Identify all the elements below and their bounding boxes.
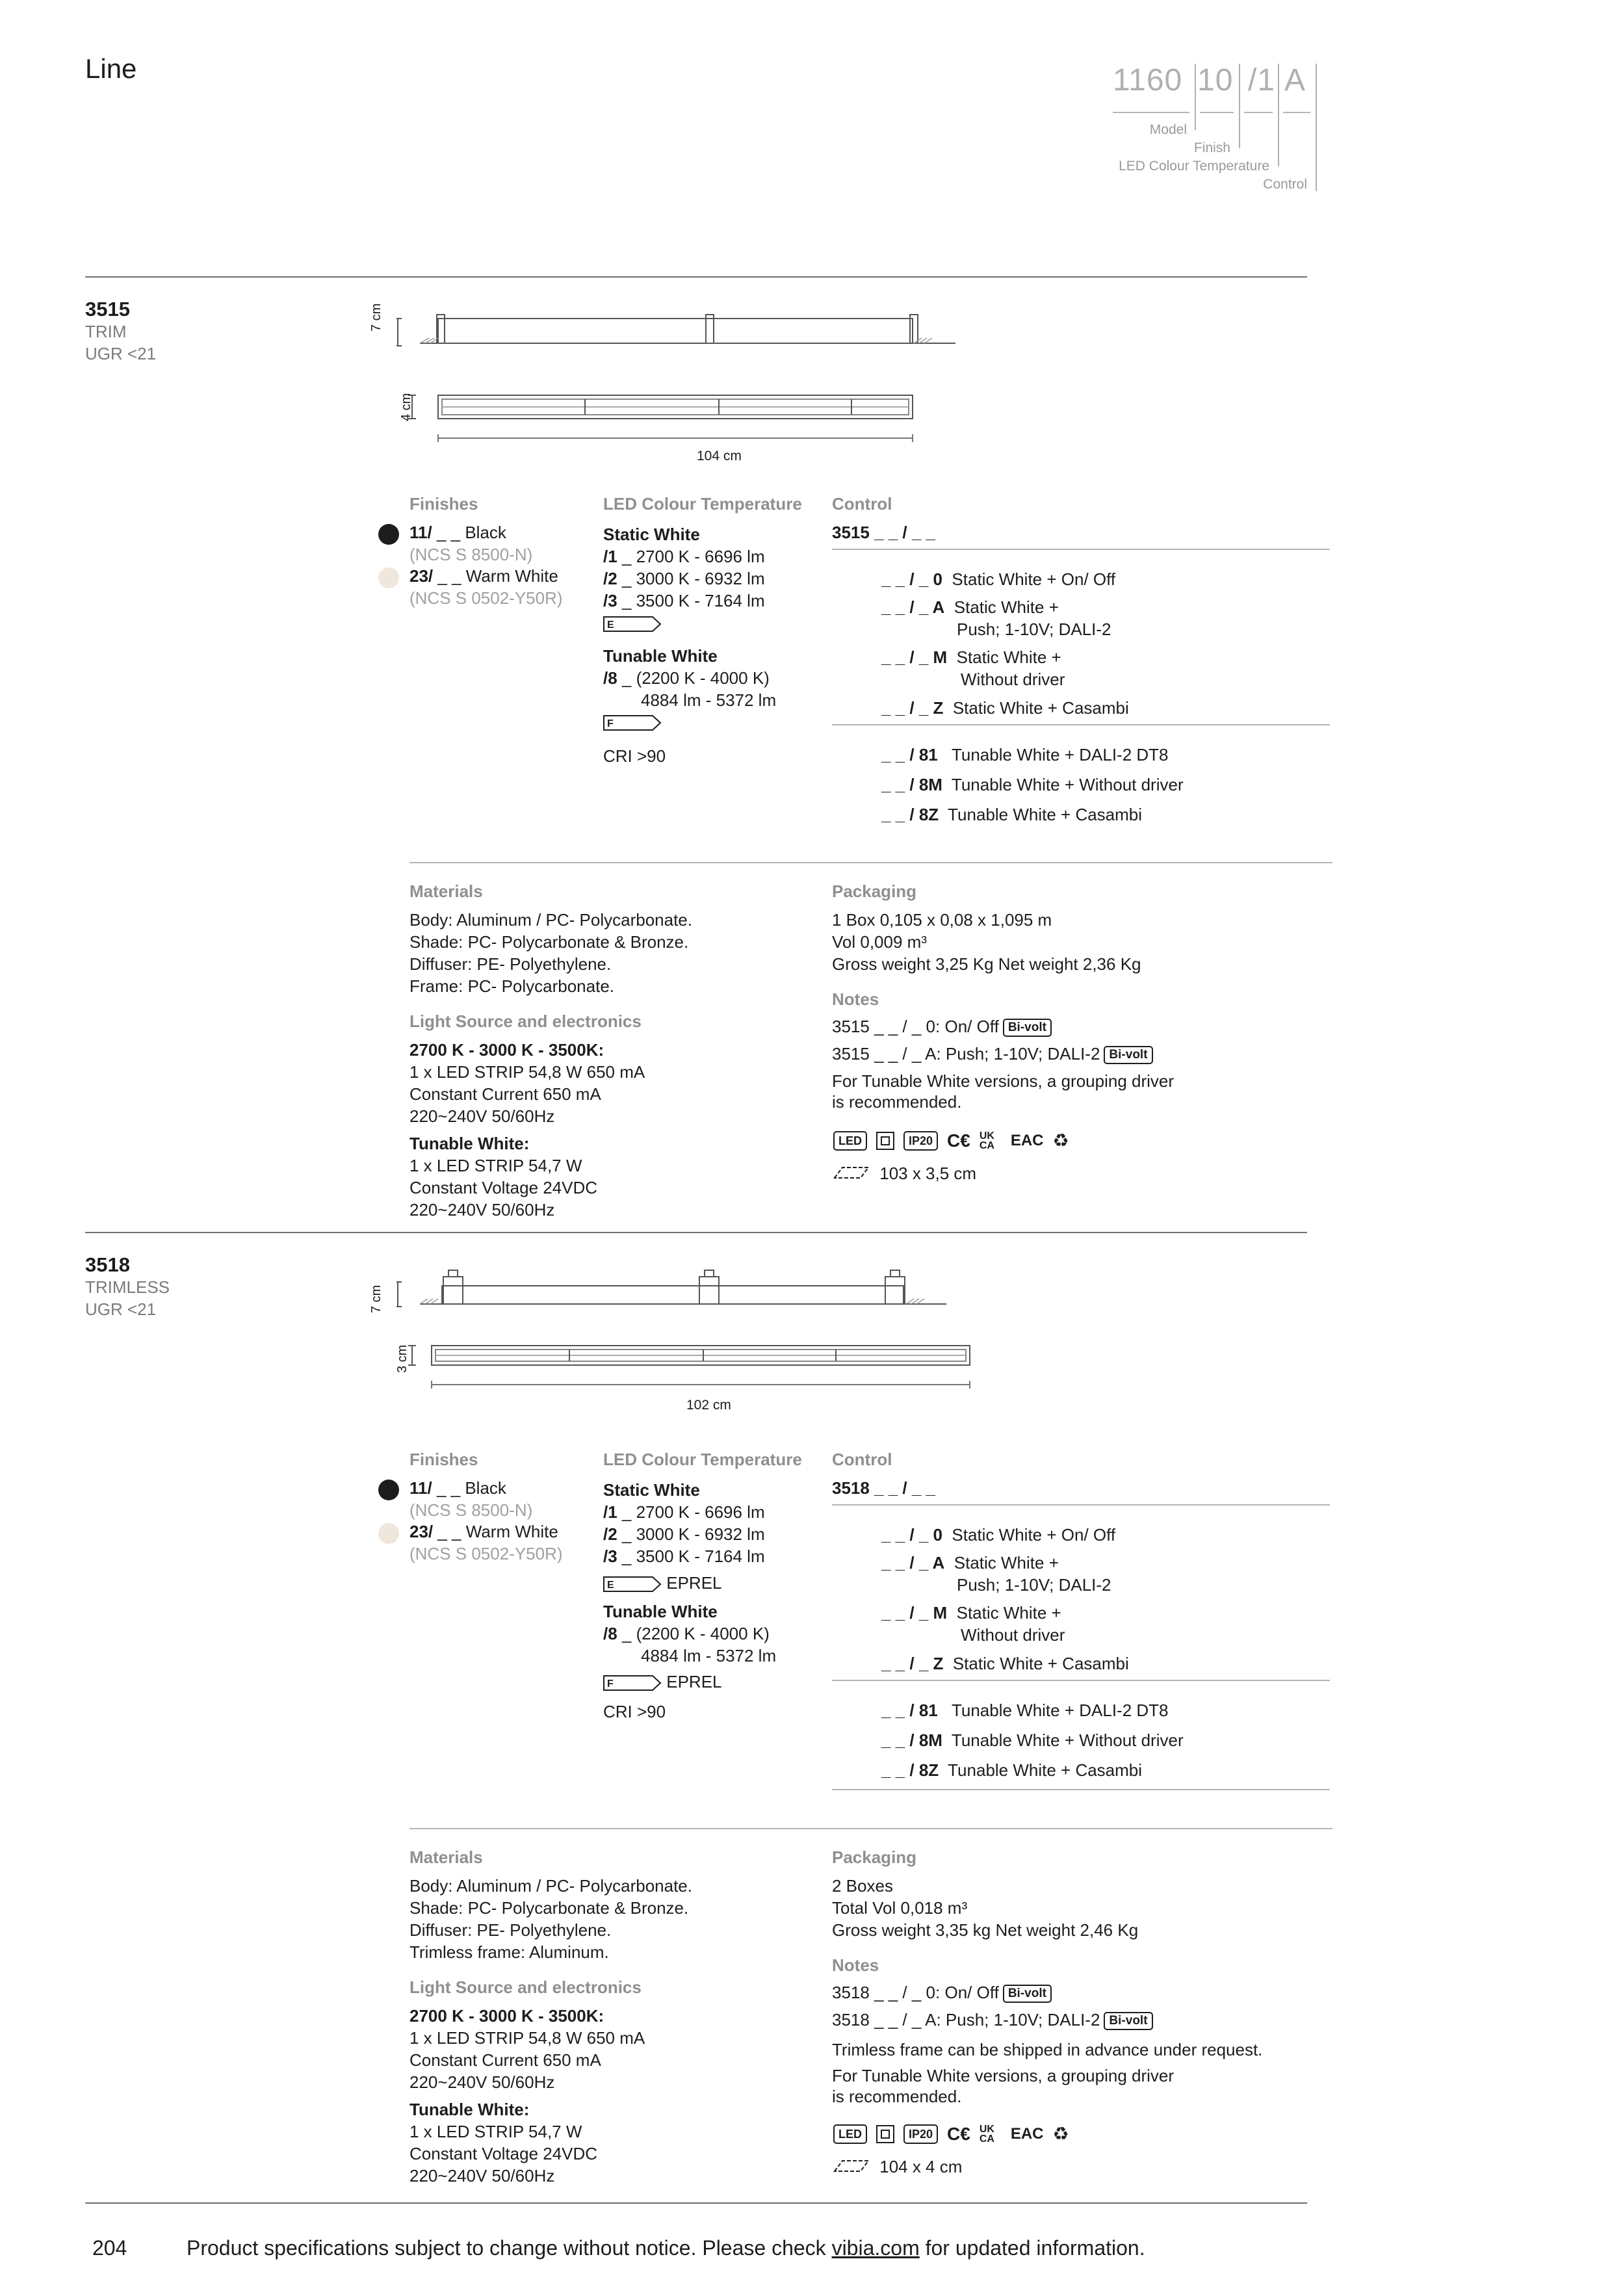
materials-line: Frame: PC- Polycarbonate. [409,976,615,996]
tunable-lumen: 4884 lm - 5372 lm [641,1646,777,1665]
packaging-line: 2 Boxes [832,1876,893,1896]
product-ugr: UGR <21 [85,1299,157,1319]
page-title: Line [85,53,137,84]
ce-mark-icon: C€ [947,1130,970,1151]
materials-title: Materials [409,881,483,901]
led-title: LED Colour Temperature [603,1450,802,1469]
finish-item: 11/ _ _ Black [409,523,506,542]
static-option: /3 _ 3500 K - 7164 lm [603,1546,765,1566]
swatch-black [378,1480,399,1500]
led-icon: LED [833,1131,867,1151]
ce-mark-icon: C€ [947,2123,970,2144]
static-option: /2 _ 3000 K - 6932 lm [603,1524,765,1544]
code-label-control: Control [1263,177,1307,192]
static-white-title: Static White [603,525,700,544]
code-label-model: Model [1149,122,1187,137]
control-option: _ _ / _ M Static White + [881,1603,1061,1623]
energy-class: F [607,1678,614,1690]
cutout-info: 104 x 4 cm [833,2156,962,2178]
packaging-line: Gross weight 3,35 kg Net weight 2,46 Kg [832,1920,1139,1940]
ip-rating-icon: IP20 [903,1131,938,1151]
light-line: 1 x LED STRIP 54,7 W [409,1156,582,1175]
energy-label-icon [603,1576,662,1592]
control-option-line2: Without driver [961,1625,1065,1645]
energy-label-icon [603,616,662,635]
light-line: 1 x LED STRIP 54,7 W [409,2122,582,2141]
certification-icons [833,2123,1069,2145]
packaging-line: Total Vol 0,018 m³ [832,1898,968,1918]
dim-width-label: 4 cm [399,393,413,421]
materials-line: Shade: PC- Polycarbonate & Bronze. [409,1898,689,1918]
dim-length-label: 104 cm [697,449,742,463]
cri: CRI >90 [603,746,666,766]
energy-class: E [607,1580,614,1591]
control-option: _ _ / _ A Static White + [881,597,1059,617]
light-line: Constant Current 650 mA [409,1084,601,1104]
control-option: _ _ / 81 Tunable White + DALI-2 DT8 [881,745,1169,764]
page-number: 204 [92,2236,127,2260]
cutout-icon [833,2158,870,2172]
light-line: 1 x LED STRIP 54,8 W 650 mA [409,1062,645,1082]
packaging-line: 1 Box 0,105 x 0,08 x 1,095 m [832,910,1052,930]
luminaire-drawing [396,306,1007,449]
product-type: TRIM [85,322,127,341]
cutout-info: 103 x 3,5 cm [833,1162,976,1184]
tunable-lumen: 4884 lm - 5372 lm [641,690,777,710]
materials-line: Diffuser: PE- Polyethylene. [409,1920,612,1940]
footer-link[interactable]: vibia.com [831,2236,920,2260]
light-line: Constant Current 650 mA [409,2050,601,2070]
product-type: TRIMLESS [85,1277,170,1297]
control-option: _ _ / _ Z Static White + Casambi [881,1654,1129,1673]
eprel-label: EPREL [666,1672,722,1691]
light-line: 220~240V 50/60Hz [409,1106,555,1126]
led-title: LED Colour Temperature [603,494,802,514]
cutout-icon [833,1165,870,1179]
control-option-line2: Push; 1-10V; DALI-2 [957,620,1111,639]
product-id: 3518 [85,1253,130,1276]
product-ugr: UGR <21 [85,344,157,363]
class-ii-icon [876,1132,894,1150]
ukca-mark-icon: UK CA [979,2123,994,2145]
tunable-option: /8 _ (2200 K - 4000 K) [603,668,770,688]
control-option: _ _ / _ 0 Static White + On/ Off [881,1525,1116,1545]
control-code: 3518 _ _ / _ _ [832,1478,936,1498]
code-label-temp: LED Colour Temperature [1119,159,1269,174]
finish-ncs: (NCS S 8500-N) [409,1500,533,1520]
bivolt-badge: Bi-volt [1104,1046,1152,1064]
control-option: _ _ / _ M Static White + [881,647,1061,667]
finish-ncs: (NCS S 0502-Y50R) [409,1544,563,1563]
luminaire-drawing [396,1262,1007,1405]
light-line: Constant Voltage 24VDC [409,2144,598,2163]
materials-line: Shade: PC- Polycarbonate & Bronze. [409,932,689,952]
tunable-option: /8 _ (2200 K - 4000 K) [603,1624,770,1643]
packaging-title: Packaging [832,1847,917,1867]
notes-title: Notes [832,1955,879,1975]
control-option: _ _ / 8M Tunable White + Without driver [881,1730,1184,1750]
note-line: is recommended. [832,1092,962,1112]
section-divider [85,1232,1307,1233]
control-option: _ _ / 8M Tunable White + Without driver [881,775,1184,794]
finish-item: 11/ _ _ Black [409,1478,506,1498]
finish-ncs: (NCS S 0502-Y50R) [409,588,563,608]
tunable-white-title: Tunable White [603,1602,718,1621]
ip-rating-icon: IP20 [903,2124,938,2144]
note-line: 3518 _ _ / _ A: Push; 1-10V; DALI-2 Bi-volt [832,2009,1153,2031]
dim-width-label: 3 cm [395,1344,409,1373]
light-source-title: Light Source and electronics [409,1011,642,1031]
swatch-black [378,524,399,545]
static-white-title: Static White [603,1480,700,1500]
energy-label-row [603,1671,722,1693]
recycle-icon: ♻ [1052,1130,1069,1151]
packaging-line: Gross weight 3,25 Kg Net weight 2,36 Kg [832,954,1141,974]
energy-label-icon [603,715,662,734]
materials-line: Body: Aluminum / PC- Polycarbonate. [409,910,692,930]
eac-mark-icon: EAC [1010,2124,1044,2143]
materials-title: Materials [409,1847,483,1867]
led-icon: LED [833,2124,867,2144]
dim-height-label: 7 cm [369,303,383,332]
light-tunable-title: Tunable White: [409,1134,530,1153]
control-option: _ _ / _ Z Static White + Casambi [881,698,1129,718]
note-line: For Tunable White versions, a grouping driver [832,1071,1175,1091]
packaging-line: Vol 0,009 m³ [832,932,927,952]
finishes-title: Finishes [409,1450,478,1469]
light-line: 220~240V 50/60Hz [409,1200,555,1220]
static-option: /3 _ 3500 K - 7164 lm [603,591,765,610]
footer-text: Product specifications subject to change without notice. Please check vibia.com for updated information. [187,2236,1145,2260]
section-divider [85,2202,1307,2204]
eprel-label: EPREL [666,1573,722,1593]
static-option: /1 _ 2700 K - 6696 lm [603,1502,765,1522]
control-option: _ _ / _ A Static White + [881,1553,1059,1572]
cri: CRI >90 [603,1702,666,1721]
energy-label-row [603,1572,722,1594]
dim-length-label: 102 cm [686,1398,731,1413]
control-option: _ _ / 8Z Tunable White + Casambi [881,1760,1143,1780]
bivolt-badge: Bi-volt [1003,1019,1052,1037]
energy-class: E [607,620,614,631]
light-static-title: 2700 K - 3000 K - 3500K: [409,2006,604,2026]
materials-line: Trimless frame: Aluminum. [409,1942,609,1962]
light-line: Constant Voltage 24VDC [409,1178,598,1197]
notes-title: Notes [832,989,879,1009]
light-line: 1 x LED STRIP 54,8 W 650 mA [409,2028,645,2048]
swatch-warm-white [378,567,399,588]
packaging-title: Packaging [832,881,917,901]
static-option: /1 _ 2700 K - 6696 lm [603,547,765,566]
note-line: is recommended. [832,2087,962,2106]
code-temp: /1 [1248,63,1276,98]
control-option-line2: Without driver [961,670,1065,689]
note-line: 3515 _ _ / _ A: Push; 1-10V; DALI-2 Bi-volt [832,1043,1153,1065]
note-line: 3515 _ _ / _ 0: On/ Off Bi-volt [832,1015,1052,1037]
finishes-title: Finishes [409,494,478,514]
light-line: 220~240V 50/60Hz [409,2166,555,2185]
certification-icons [833,1130,1069,1151]
energy-label-icon [603,1675,662,1691]
light-source-title: Light Source and electronics [409,1977,642,1997]
control-title: Control [832,494,892,514]
recycle-icon: ♻ [1052,2124,1069,2144]
control-option: _ _ / 8Z Tunable White + Casambi [881,805,1143,824]
tunable-white-title: Tunable White [603,646,718,666]
note-line: For Tunable White versions, a grouping driver [832,2066,1175,2085]
control-code: 3515 _ _ / _ _ [832,523,936,542]
code-label-finish: Finish [1193,140,1230,155]
code-control: A [1284,63,1306,98]
materials-line: Diffuser: PE- Polyethylene. [409,954,612,974]
section-divider [85,276,1307,278]
light-static-title: 2700 K - 3000 K - 3500K: [409,1040,604,1060]
bivolt-badge: Bi-volt [1003,1985,1052,2003]
bivolt-badge: Bi-volt [1104,2012,1152,2030]
static-option: /2 _ 3000 K - 6932 lm [603,569,765,588]
control-option-line2: Push; 1-10V; DALI-2 [957,1575,1111,1595]
class-ii-icon [876,2125,894,2143]
swatch-warm-white [378,1523,399,1544]
materials-line: Body: Aluminum / PC- Polycarbonate. [409,1876,692,1896]
finish-item: 23/ _ _ Warm White [409,1522,558,1541]
ukca-mark-icon: UK CA [979,1130,994,1151]
finish-item: 23/ _ _ Warm White [409,566,558,586]
control-title: Control [832,1450,892,1469]
energy-class: F [607,718,614,729]
code-model: 1160 [1113,63,1183,98]
light-line: 220~240V 50/60Hz [409,2072,555,2092]
eac-mark-icon: EAC [1010,1131,1044,1149]
note-line: 3518 _ _ / _ 0: On/ Off Bi-volt [832,1981,1052,2003]
note-line: Trimless frame can be shipped in advance under request. [832,2040,1263,2059]
control-option: _ _ / _ 0 Static White + On/ Off [881,569,1116,589]
control-option: _ _ / 81 Tunable White + DALI-2 DT8 [881,1701,1169,1720]
light-tunable-title: Tunable White: [409,2100,530,2119]
code-finish: 10 [1197,63,1234,98]
dim-height-label: 7 cm [369,1285,383,1313]
product-id: 3515 [85,298,130,320]
finish-ncs: (NCS S 8500-N) [409,545,533,564]
